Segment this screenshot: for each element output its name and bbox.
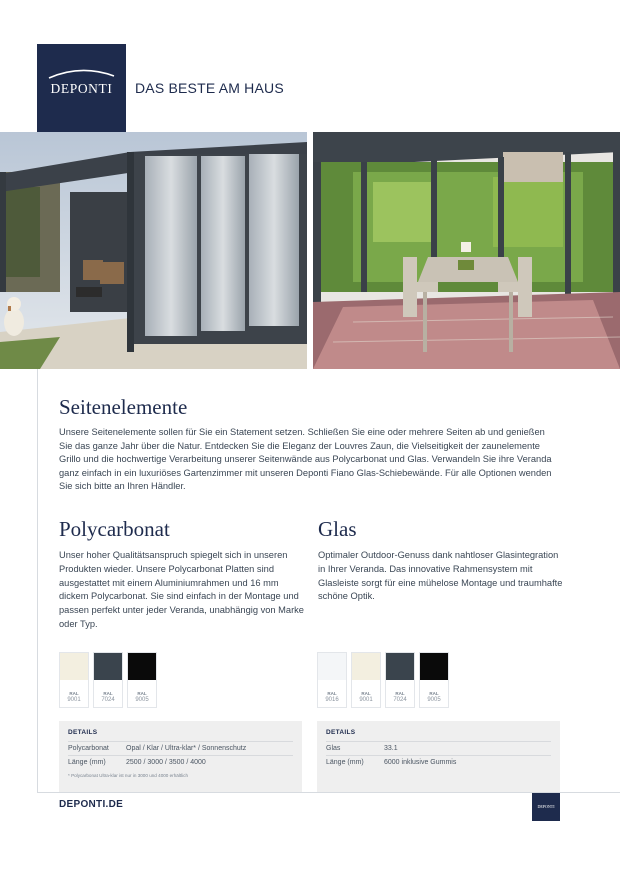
frame-line-left — [37, 369, 38, 793]
swatch-number: 9005 — [135, 697, 149, 703]
color-swatch — [317, 652, 347, 708]
glas-paragraph: Optimaler Outdoor-Genuss dank nahtloser Glasintegration in Ihrer Veranda. Das innovative Rahmensystem mit Glasleiste sorgt für eine mühelose Montage und traumhafte schöne Optik. — [318, 550, 563, 602]
swatch-number: 7024 — [101, 697, 115, 703]
swatch-chip — [128, 653, 156, 680]
swatch-chip — [420, 653, 448, 680]
swatch-chip — [352, 653, 380, 680]
swatch-number: 9016 — [325, 697, 339, 703]
swatch-chip — [318, 653, 346, 680]
color-swatch — [93, 652, 123, 708]
details-value: Opal / Klar / Ultra-klar* / Sonnenschutz — [126, 745, 247, 752]
color-swatch — [59, 652, 89, 708]
swatch-ral: RAL — [103, 691, 113, 696]
section-title-polycarbonat: Polycarbonat — [59, 517, 170, 541]
deponti-logo — [37, 44, 126, 132]
swatch-chip — [386, 653, 414, 680]
details-row — [326, 741, 551, 756]
color-swatch — [351, 652, 381, 708]
details-row — [68, 755, 293, 770]
swatch-ral: RAL — [69, 691, 79, 696]
swatch-ral: RAL — [327, 691, 337, 696]
footer-website-link[interactable]: DEPONTI.DE — [59, 799, 124, 810]
swatch-number: 9005 — [427, 697, 441, 703]
polycarbonat-paragraph: Unser hoher Qualitätsanspruch spiegelt sich in unseren Produkten wieder. Unsere Polycarbonat Platten sind ausgestattet mit einem Aluminiumrahmen und 16 mm dickem Polycarbonat. Sie sind einfach in der Montage und passen perfekt unter jeder Veranda, unabhängig von Marke oder Typ. — [59, 550, 304, 629]
glass-sliding-walls-photo — [313, 132, 620, 369]
details-footnote: * Polycarbonat Ultra-klar ist nur in 3000 und 4000 erhältlich — [68, 773, 189, 778]
details-key: Polycarbonat — [68, 745, 109, 752]
details-value: 6000 inklusive Gummis — [384, 759, 457, 766]
swatch-ral: RAL — [361, 691, 371, 696]
details-key: Länge (mm) — [68, 759, 106, 766]
details-title: DETAILS — [326, 729, 356, 736]
swatch-ral: RAL — [137, 691, 147, 696]
section-title-seitenelemente: Seitenelemente — [59, 395, 188, 419]
details-value: 2500 / 3000 / 3500 / 4000 — [126, 759, 206, 766]
logo-text: DEPONTI — [50, 81, 113, 96]
details-polycarbonat — [59, 721, 302, 792]
details-row — [68, 741, 293, 756]
swatch-chip — [94, 653, 122, 680]
swatch-number: 7024 — [393, 697, 407, 703]
details-key: Länge (mm) — [326, 759, 364, 766]
swatch-number: 9001 — [67, 697, 81, 703]
polycarbonate-side-walls-photo — [0, 132, 307, 369]
section-title-glas: Glas — [318, 517, 357, 541]
color-swatch — [385, 652, 415, 708]
details-glas — [317, 721, 560, 792]
swatch-ral: RAL — [429, 691, 439, 696]
details-row — [326, 755, 551, 770]
details-value: 33.1 — [384, 745, 398, 752]
footer-logo — [532, 793, 560, 821]
swatch-ral: RAL — [395, 691, 405, 696]
details-title: DETAILS — [68, 729, 98, 736]
logo-arc-icon — [47, 66, 116, 80]
swatch-number: 9001 — [359, 697, 373, 703]
color-swatch — [419, 652, 449, 708]
color-swatch — [127, 652, 157, 708]
intro-paragraph: Unsere Seitenelemente sollen für Sie ein Statement setzen. Schließen Sie eine oder mehrere Seiten ab und genießen Sie das ganze Jahr über die Natur. Entdecken Sie die Eleganz der Louvres Zaun, die Vielseitigkeit der zaunelemente Grillo und die hochwertige Verarbeitung unserer Seitenwände aus Polycarbonat und Glas. Verwandeln Sie ihre Veranda ganz einfach in ein luxuriöses Gartenzimmer mit unseren Deponti Fiano Glas-Schiebewände. Für alle Optionen wenden Sie sich bitte an Ihren Händler. — [59, 427, 552, 492]
details-key: Glas — [326, 745, 341, 752]
swatch-chip — [60, 653, 88, 680]
footer-logo-text: DEPONTI — [537, 804, 555, 809]
tagline: DAS BESTE AM HAUS — [135, 80, 284, 96]
